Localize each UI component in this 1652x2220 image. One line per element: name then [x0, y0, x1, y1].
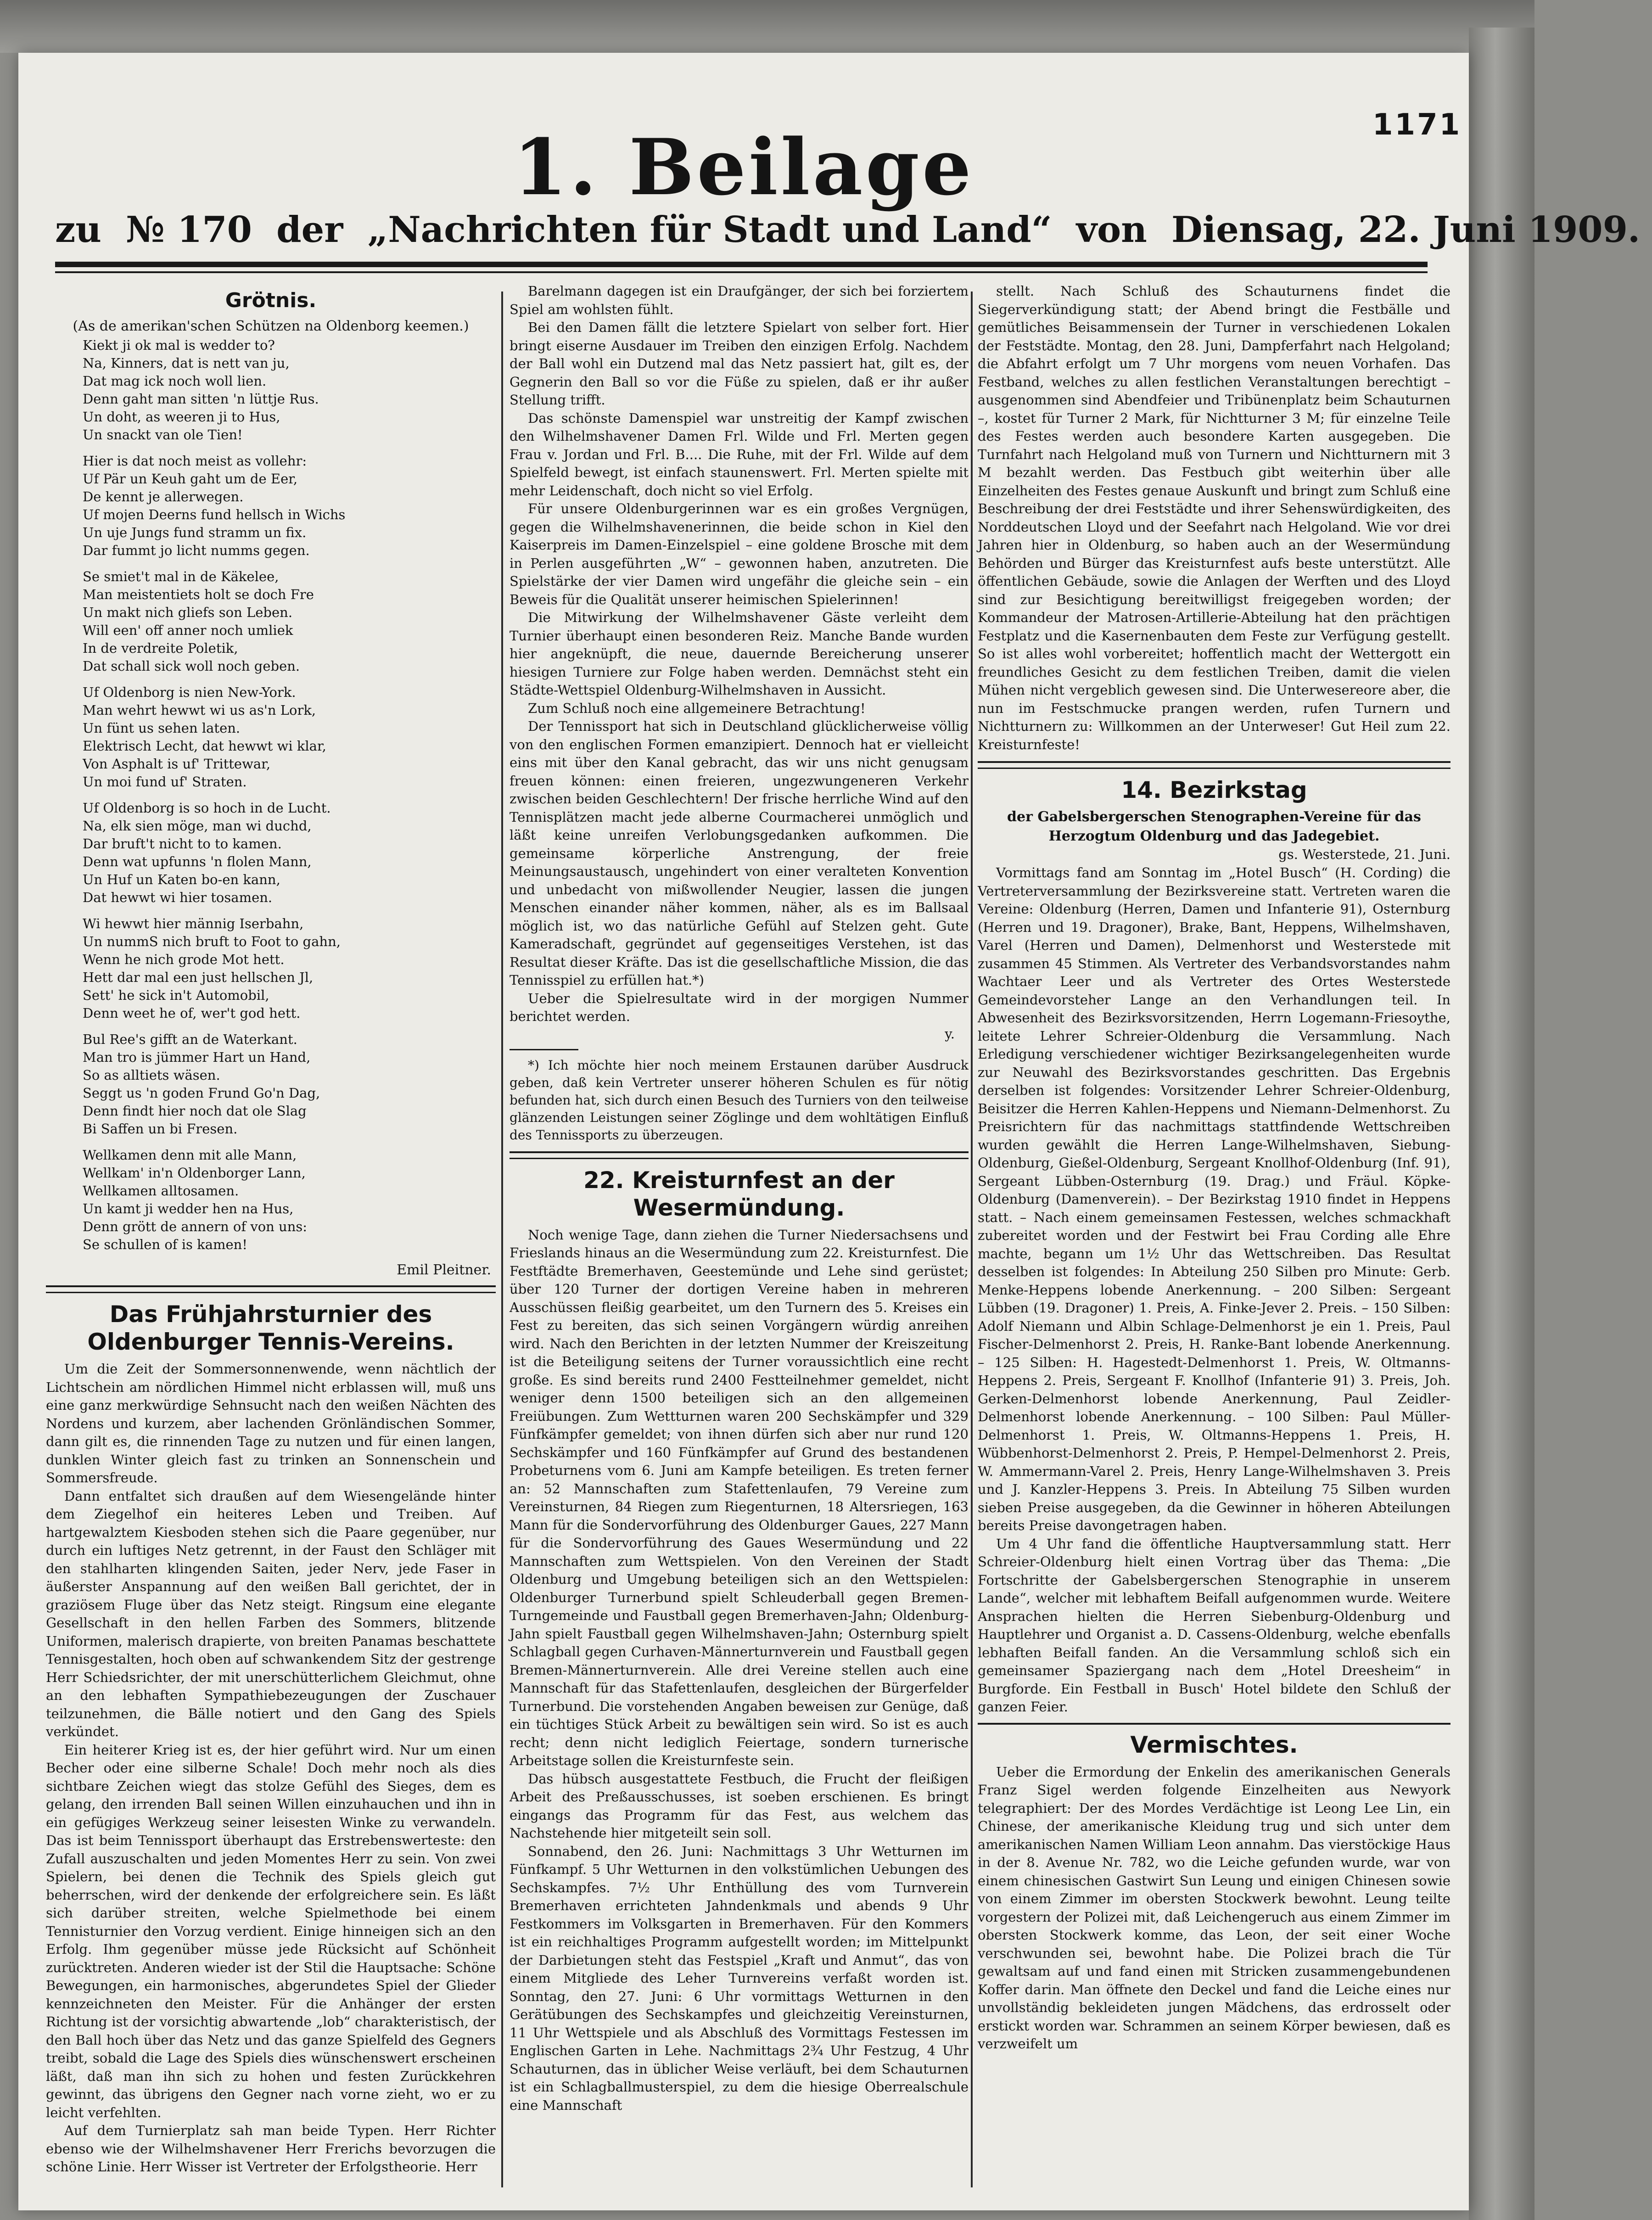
poem-line: Un doht, as weeren ji to Hus, — [83, 409, 280, 425]
poem-line: Se schullen of is kamen! — [83, 1237, 247, 1253]
article-paragraph: Die Mitwirkung der Wilhelmshavener Gäste verleiht dem Turnier überhaupt einen besonderen Reiz. Manche Bande wurden hier angeknüpft, die neue, dauernde Bereicherung unserer hiesigen Turniere zur Folge haben werden. Demnächst steht ein Städte-Wettspiel Oldenburg-Wilhelmshaven in Aussicht. — [510, 610, 969, 698]
poem-line: Uf Pär un Keuh gaht um de Eer, — [83, 471, 298, 487]
scan-right-edge — [1469, 28, 1534, 2220]
bezirkstag-subtitle: Herzogtum Oldenburg und das Jadegebiet. — [1048, 828, 1380, 844]
column-divider — [971, 292, 973, 2187]
poem-line: Wi hewwt hier männig Iserbahn, — [83, 916, 304, 932]
article-paragraph: Noch wenige Tage, dann ziehen die Turner Niedersachsens und Frieslands hinaus an die Wesermündung zum 22. Kreisturnfest. Die Festftädte Bremerhaven, Geestemünde und Lehe sind gerüstet; über 120 Turner der dortigen Vereine haben in mehreren Ausschüssen fleißig gearbeitet, um den Turnern des 5. Kreises ein Fest zu bereiten, das sich seinen Vorgängern würdig anreihen wird. Nach den Berichten in der letzten Nummer der Kreiszeitung ist die Beteiligung seitens der Turner voraussichtlich eine recht große. Es sind bereits rund 2400 Festteilnehmer gemeldet, nicht weniger denn 1500 beteiligen sich an den allgemeinen Freiübungen. Zum Wettturnen waren 200 Sechskämpfer und 329 Fünfkämpfer gemeldet; von ihnen dürfen sich aber nur rund 120 Sechskämpfer und 160 Fünfkämpfer auf Grund des bestandenen Probeturnens vom 6. Juni am Kampfe beteiligen. Es treten ferner an: 52 Mannschaften zum Stafettenlaufen, 79 Vereine zum Vereinsturnen, 84 Riegen zum Riegenturnen, 18 Altersriegen, 163 Mann für die Sondervorführung des Oldenburger Gaues, 227 Mann für die Sondervorführung des Gaues Wesermündung und 22 Mannschaften zum Wettspielen. Von den Vereinen der Stadt Oldenburg und Umgebung beteiligen sich an den Wettspielen: Oldenburger Turnerbund spielt Schleuderball gegen Bremen-Turngemeinde und Faustball gegen Bremerhaven-Jahn; Oldenburg-Jahn spielt Faustball gegen Wilhelmshaven-Jahn; Osternburg spielt Schlagball gegen Curhaven-Männerturnverein und Faustball gegen Bremen-Männerturnverein. Alle drei Vereine stellen auch eine Mannschaft für das Stafettenlaufen, desgleichen der Bürgerfelder Turnerbund. Die vorstehenden Angaben beweisen zur Genüge, daß ein tüchtiges Stück Arbeit zu bewältigen sein wird. So ist es auch recht; denn nicht lediglich Feiertage, sondern turnerische Arbeitstage sollen die Kreisturnfeste sein. — [510, 1227, 969, 1768]
kreisturnfest-body — [510, 1226, 969, 2115]
footnote-rule — [510, 1049, 578, 1050]
kreisturnfest-continuation — [978, 282, 1450, 754]
article-paragraph: Das schönste Damenspiel war unstreitig der Kampf zwischen den Wilhelmshavener Damen Frl. Wilde und Frl. Merten gegen Frau v. Jordan und Frl. B.... Die Ruhe, mit der Frl. Wilde auf dem Spielfeld bewegt, ist einfach staunenswert. Frl. Merten spielte mit mehr Leidenschaft, doch nicht so viel Erfolg. — [510, 410, 969, 499]
tennis-footnote: *) Ich möchte hier noch meinem Erstaunen darüber Ausdruck geben, daß kein Vertreter unserer höheren Schulen es für nötig befunden hat, sich durch einen Besuch des Turniers von den teilweise glänzenden Leistungen seiner Zöglinge und dem wohltätigen Einfluß des Tennissports zu überzeugen. — [510, 1057, 969, 1143]
groetnis-author: Emil Pleitner. — [397, 1262, 491, 1278]
column-divider — [501, 292, 503, 2187]
article-paragraph: Dann entfaltet sich draußen auf dem Wiesengelände hinter dem Ziegelhof ein heiteres Leben und Treiben. Auf hartgewalztem Kiesboden stehen sich die Paare gegenüber, nur durch ein luftiges Netz getrennt, in der Faust den Schläger mit den stahlharten klingenden Saiten, jeder Nerv, jede Faser in äußerster Anspannung auf den weißen Ball gerichtet, der in graziösem Fluge über das Netz steigt. Ringsum eine elegante Gesellschaft in den hellen Farben des Sommers, blitzende Uniformen, malerisch drapierte, von breiten Panamas beschattete Tennisgestalten, hoch oben auf schwankendem Sitz der gestrenge Herr Schiedsrichter, der mit unerschütterlichem Gleichmut, ohne an den lebhaften Sympathiebezeugungen der Zuschauer teilzunehmen, die Bälle notiert und den Gang des Spiels verkündet. — [46, 1488, 496, 1740]
bezirkstag-subtitle: der Gabelsbergerschen Stenographen-Vereine für das — [1007, 809, 1421, 825]
poem-line: Un uje Jungs fund stramm un fix. — [83, 525, 307, 541]
column-2 — [510, 282, 969, 2201]
poem-line: Bul Ree's gifft an de Waterkant. — [83, 1032, 297, 1048]
poem-stanza — [83, 1031, 496, 1138]
poem-stanza — [83, 684, 496, 791]
groetnis-title: Grötnis. — [225, 289, 317, 312]
poem-line: Hier is dat noch meist as vollehr: — [83, 453, 307, 469]
poem-line: Wenn he nich grode Mot hett. — [83, 952, 285, 968]
section-rule — [46, 1285, 496, 1293]
poem-line: De kennt je allerwegen. — [83, 489, 244, 505]
section-rule — [510, 1151, 969, 1159]
tennis-title: Das Frühjahrsturnier des Oldenburger Tennis-Vereins. — [87, 1301, 454, 1356]
masthead-rule — [55, 262, 1428, 267]
poem-line: Sett' he sick in't Automobil, — [83, 987, 269, 1003]
poem-stanza — [83, 568, 496, 675]
scan-top-edge — [0, 0, 1534, 53]
article-paragraph: Vormittags fand am Sonntag im „Hotel Busch“ (H. Cording) die Vertreterversammlung der Bezirksvereine statt. Vertreten waren die Vereine: Oldenburg (Herren, Damen und Infanterie 91), Osternburg (Herren und 19. Dragoner), Brake, Bant, Heppens, Wilhelmshaven, Varel (Herren und Damen), Delmenhorst und Westerstede mit zusammen 45 Stimmen. Als Vertreter des Verbandsvorstandes nahm Wachtaer Leer und als Vertreter des Ortes Westerstede Gemeindevorsteher Lange an den Verhandlungen teil. In Abwesenheit des Bezirksvorsitzenden, Herrn Logemann-Friesoythe, leitete Lehrer Schreier-Oldenburg die Versammlung. Nach Erledigung verschiedener wichtiger Bezirksangelegenheiten wurde zur Neuwahl des Bezirksvorstandes geschritten. Das Ergebnis derselben ist folgendes: Vorsitzender Lehrer Schreier-Oldenburg, Beisitzer die Herren Kahlen-Heppens und Niemann-Delmenhorst. Zu Preisrichtern für das nachmittags stattfindende Wettschreiben wurden gewählt die Herren Lange-Wilhelmshaven, Siebung-Oldenburg, Gießel-Oldenburg, Sergeant Knollhof-Oldenburg (Inf. 91), Sergeant Lübben-Osternburg (19. Drag.) und Fräul. Köpke-Oldenburg (Damenverein). – Der Bezirkstag 1910 findet in Heppens statt. – Nach einem gemeinsamen Festessen, welches schmackhaft zubereitet worden und der Festwirt bei Frau Cording alle Ehre machte, begann um 1½ Uhr das Wettschreiben. Das Resultat desselben ist folgendes: In Abteilung 250 Silben pro Minute: Gerb. Menke-Heppens lobende Anerkennung. – 200 Silben: Sergeant Lübben (19. Dragoner) 1. Preis, A. Finke-Jever 2. Preis. – 150 Silben: Adolf Niemann und Albin Schlage-Delmenhorst je ein 1. Preis, Paul Fischer-Delmenhorst 2. Preis, H. Ranke-Bant lobende Anerkennung. – 125 Silben: H. Hagestedt-Delmenhorst 1. Preis, W. Oltmanns-Heppens 2. Preis, Sergeant F. Knollhof (Infanterie 91) 3. Preis, Joh. Gerken-Delmenhorst lobende Anerkennung, Paul Zeidler-Delmenhorst lobende Anerkennung. – 100 Silben: Paul Müller-Delmenhorst 1. Preis, W. Oltmanns-Heppens 1. Preis, H. Wübbenhorst-Delmenhorst 2. Preis, P. Hempel-Delmenhorst 2. Preis, W. Ammermann-Varel 2. Preis, Henry Lange-Wilhelmshaven 3. Preis und J. Kanzler-Heppens 3. Preis. In Abteilung 75 Silben wurden sieben Preise ausgegeben, da die Gewinner in höheren Abteilungen bereits Preise davongetragen haben. — [978, 865, 1450, 1533]
column-3 — [978, 282, 1450, 2201]
poem-line: Un snackt van ole Tien! — [83, 427, 243, 443]
subline-part: „Nachrichten für Stadt und Land“ — [367, 209, 1052, 251]
bezirkstag-dateline: gs. Westerstede, 21. Juni. — [1278, 847, 1450, 862]
article-paragraph: Der Tennissport hat sich in Deutschland glücklicherweise völlig von den englischen Formen emanzipiert. Dennoch hat er vielleicht eins mit über den Kanal gebracht, das wir uns nicht genugsam freuen können: einen freieren, ungezwungeneren Verkehr zwischen beiden Geschlechtern! Der frische herrliche Wind auf den Tennisplätzen macht jede alberne Courmacherei unmöglich und läßt keine unreifen Verlobungsgedanken aufkommen. Die gemeinsame körperliche Anstrengung, der freie Meinungsaustausch, ungehindert von einer veralteten Konvention und unbedacht von mißwollender Neugier, lassen die jungen Menschen einander näher kommen, näher, als es im Ballsaal möglich ist, wo das natürliche Gefühl auf Stelzen geht. Gute Kameradschaft, gegründet auf gegenseitiges Verstehen, ist das Resultat dieser Kräfte. Das ist die gesellschaftliche Mission, die das Tennisspiel zu erfüllen hat.*) — [510, 718, 969, 988]
column-1 — [46, 282, 496, 2201]
poem-stanza — [83, 1146, 496, 1254]
article-paragraph: Auf dem Turnierplatz sah man beide Typen. Herr Richter ebenso wie der Wilhelmshavener Herr Frerichs bevorzugen die schöne Linie. Herr Wisser ist Vertreter der Erfolgstheorie. Herr — [46, 2123, 496, 2175]
poem-line: Will een' off anner noch umliek — [83, 622, 293, 639]
poem-line: Denn wat upfunns 'n flolen Mann, — [83, 854, 312, 870]
poem-line: Wellkamen alltosamen. — [83, 1183, 239, 1199]
tennis-body — [46, 1360, 496, 2176]
bezirkstag-title: 14. Bezirkstag — [1121, 777, 1307, 803]
poem-line: Hett dar mal een just hellschen Jl, — [83, 970, 314, 986]
poem-stanza — [83, 452, 496, 560]
article-paragraph: Um die Zeit der Sommersonnenwende, wenn nächtlich der Lichtschein am nördlichen Himmel nicht erblassen will, muß uns eine ganz merkwürdige Sehnsucht nach den weißen Nächten des Nordens und kurzem, aber lachenden Grönländischen Sommer, dann gilt es, die rinnenden Tage zu nutzen und für einen langen, dunklen Winter gleich fast zu trinken an Sonnenschein und Sommersfreude. — [46, 1361, 496, 1486]
poem-line: Un fünt us sehen laten. — [83, 720, 241, 736]
poem-stanza — [83, 915, 496, 1022]
poem-line: Se smiet't mal in de Käkelee, — [83, 569, 279, 585]
newspaper-page — [18, 53, 1641, 2210]
poem-line: Denn grött de annern of von uns: — [83, 1219, 308, 1235]
article-paragraph: Bei den Damen fällt die letztere Spielart von selber fort. Hier bringt eiserne Ausdauer im Treiben den einzigen Erfolg. Nachdem der Ball wohl ein Dutzend mal das Netz passiert hat, gilt es, der Gegnerin den Ball so vor die Füße zu spielen, daß er ihr außer Stellung trifft. — [510, 320, 969, 408]
poem-line: Man meistentiets holt se doch Fre — [83, 587, 314, 603]
subline-part: zu — [55, 209, 102, 251]
poem-line: Man tro is jümmer Hart un Hand, — [83, 1049, 311, 1065]
poem-line: In de verdreite Poletik, — [83, 640, 238, 656]
masthead-subline — [55, 209, 1641, 251]
subline-part: Diensag, 22. Juni 1909. — [1171, 209, 1641, 251]
poem-line: Dar bruft't nicht to to kamen. — [83, 836, 282, 852]
masthead-rule-thin — [55, 271, 1428, 273]
tennis-continuation — [510, 282, 969, 1026]
masthead-title: 1. Beilage — [513, 122, 974, 213]
poem-line: Un kamt ji wedder hen na Hus, — [83, 1201, 294, 1217]
article-paragraph: Ueber die Ermordung der Enkelin des amerikanischen Generals Franz Sigel werden folgende Einzelheiten aus Newyork telegraphiert: Der des Mordes Verdächtige ist Leong Lee Lin, ein Chinese, der amerikanische Kleidung trug und sich unter dem amerikanischen Namen William Leon annahm. Das vierstöckige Haus in der 8. Avenue Nr. 782, wo die Leiche gefunden wurde, war von einem chinesischen Gastwirt Sun Leung und einigen Chinesen sowie von einem Zimmer im obersten Stockwerk bewohnt. Leung teilte vorgestern der Polizei mit, daß Leichengeruch aus einem Zimmer im obersten Stockwerk komme, das Leon, der seit einer Woche verschwunden sei, bewohnt habe. Die Polizei brach die Tür gewaltsam auf und fand einen mit Stricken zusammengebundenen Koffer darin. Man öffnete den Deckel und fand die Leiche eines nur unvollständig bekleideten jungen Mädchens, das erdrosselt oder erstickt worden war. Schrammen an seinem Körper bewiesen, daß es verzweifelt um — [978, 1764, 1450, 2052]
poem-line: Uf mojen Deerns fund hellsch in Wichs — [83, 507, 346, 523]
poem-line: Kiekt ji ok mal is wedder to? — [83, 337, 275, 353]
poem-line: Dat schall sick woll noch geben. — [83, 658, 300, 674]
article-paragraph: stellt. Nach Schluß des Schauturnens findet die Siegerverkündigung statt; der Abend bringt die Festbälle und gemütliches Beisammensein der Turner in verschiedenen Lokalen der Feststädte. Montag, den 28. Juni, Dampferfahrt nach Helgoland; die Abfahrt erfolgt um 7 Uhr morgens vom neuen Vorhafen. Das Festband, welches zu allen festlichen Veranstaltungen berechtigt – ausgenommen sind Abendfeier und Tribünenplatz beim Schauturnen –, kostet für Turner 2 Mark, für Nichtturner 3 M; für einzelne Teile des Festes werden auch besondere Karten ausgegeben. Die Turnfahrt nach Helgoland muß von Turnern und Nichtturnern mit 3 M bezahlt werden. Das Festbuch gibt weiterhin über alle Einzelheiten des Festes genaue Auskunft und bringt zum Schluß eine Beschreibung der drei Feststädte und ihrer Sehenswürdigkeiten, des Norddeutschen Lloyd und der Seefahrt nach Helgoland. Wie vor drei Jahren hier in Oldenburg, so haben auch an der Wesermündung Behörden und Bürger das Kreisturnfest aufs beste unterstützt. Alle öffentlichen Gebäude, sowie die Anlagen der Werften und des Lloyd sind zur Besichtigung bereitwilligst freigegeben worden; der Kommandeur der Matrosen-Artillerie-Abteilung hat den prächtigen Festplatz und die Kasernenbauten dem Feste zur Verfügung gestellt. So ist alles wohl vorbereitet; hoffentlich macht der Wettergott ein freundliches Gesicht zu dem festlichen Treiben, damit die vielen Mühen nicht vergeblich gewesen sind. Die Unterwesereore aber, die nun im Festschmucke prangen werden, rufen Turnern und Nichtturnern zu: Willkommen an der Unterweser! Gut Heil zum 22. Kreisturnfeste! — [978, 283, 1450, 752]
poem-line: Wellkam' in'n Oldenborger Lann, — [83, 1165, 306, 1181]
article-paragraph: Barelmann dagegen ist ein Draufgänger, der sich bei forziertem Spiel am wohlsten fühlt. — [510, 283, 969, 317]
poem-stanza — [83, 336, 496, 444]
poem-line: Un makt nich gliefs son Leben. — [83, 605, 293, 621]
article-paragraph: Ueber die Spielresultate wird in der morgigen Nummer berichtet werden. — [510, 990, 969, 1024]
groetnis-poem — [83, 336, 496, 1254]
poem-line: Seggt us 'n goden Frund Go'n Dag, — [83, 1085, 320, 1101]
subline-part: von — [1076, 209, 1147, 251]
page-number: 1171 — [1372, 108, 1462, 142]
tennis-signature: y. — [945, 1026, 955, 1042]
poem-line: So as alltiets wäsen. — [83, 1067, 220, 1083]
kreisturnfest-title: 22. Kreisturnfest an der Wesermündung. — [583, 1166, 895, 1221]
poem-line: Von Asphalt is uf' Trittewar, — [83, 756, 271, 772]
poem-line: Na, elk sien möge, man wi duchd, — [83, 818, 312, 834]
poem-line: Un moi fund uf' Straten. — [83, 774, 247, 790]
poem-line: Uf Oldenborg is so hoch in de Lucht. — [83, 800, 331, 816]
poem-line: Un nummS nich bruft to Foot to gahn, — [83, 934, 341, 950]
poem-line: Man wehrt hewwt wi us as'n Lork, — [83, 702, 316, 718]
subline-part: № 170 — [126, 209, 252, 251]
poem-line: Denn findt hier noch dat ole Slag — [83, 1103, 307, 1119]
poem-line: Denn gaht man sitten 'n lüttje Rus. — [83, 391, 319, 407]
poem-line: Dat hewwt wi hier tosamen. — [83, 890, 273, 906]
poem-line: Un Huf un Katen bo-en kann, — [83, 872, 280, 888]
poem-line: Wellkamen denn mit alle Mann, — [83, 1147, 297, 1163]
poem-line: Dat mag ick noch woll lien. — [83, 373, 267, 389]
groetnis-subtitle: (As de amerikan'schen Schützen na Oldenborg keemen.) — [73, 318, 469, 334]
bezirkstag-body — [978, 864, 1450, 1716]
poem-line: Elektrisch Lecht, dat hewwt wi klar, — [83, 738, 326, 754]
poem-line: Na, Kinners, dat is nett van ju, — [83, 355, 290, 371]
poem-line: Dar fummt jo licht numms gegen. — [83, 543, 310, 559]
poem-line: Uf Oldenborg is nien New-York. — [83, 684, 296, 701]
article-paragraph: Sonnabend, den 26. Juni: Nachmittags 3 Uhr Wetturnen im Fünfkampf. 5 Uhr Wetturnen in den volkstümlichen Uebungen des Sechskampfes. 7½ Uhr Enthüllung des vom Turnverein Bremerhaven errichteten Jahndenkmals und abends 9 Uhr Festkommers im Volksgarten in Bremerhaven. Für den Kommers ist ein reichhaltiges Programm aufgestellt worden; im Mittelpunkt der Darbietungen steht das Festspiel „Kraft und Anmut“, das von einem Mitgliede des Leher Turnvereins verfaßt worden ist. Sonntag, den 27. Juni: 6 Uhr vormittags Wetturnen in den Gerätübungen des Sechskampfes und gleichzeitig Vereinsturnen, 11 Uhr Wettspiele und als Abschluß des Vormittags Festessen im Englischen Garten in Lehe. Nachmittags 2¾ Uhr Festzug, 4 Uhr Schauturnen, das in üblicher Weise verläuft, bei dem Schauturnen ist ein Schlagballmusterspiel, zu dem die hiesige Oberrealschule eine Mannschaft — [510, 1843, 969, 2113]
article-paragraph: Für unsere Oldenburgerinnen war es ein großes Vergnügen, gegen die Wilhelmshavenerinnen, die beide schon in Kiel den Kaiserpreis im Damen-Einzelspiel – eine goldene Brosche mit dem in Perlen ausgeführten „W“ – gewonnen haben, anzutreten. Die Spielstärke der vier Damen wird ungefähr die gleiche sein – ein Beweis für die Qualität unserer heimischen Spielerinnen! — [510, 501, 969, 607]
vermischtes-title: Vermischtes. — [1130, 1731, 1298, 1758]
vermischtes-body — [978, 1763, 1450, 2053]
subline-part: der — [276, 209, 343, 251]
masthead — [18, 122, 1469, 213]
poem-stanza — [83, 799, 496, 907]
poem-line: Bi Saffen un bi Fresen. — [83, 1121, 238, 1137]
section-rule — [978, 1723, 1450, 1725]
article-paragraph: Um 4 Uhr fand die öffentliche Hauptversammlung statt. Herr Schreier-Oldenburg hielt einen Vortrag über das Thema: „Die Fortschritte der Gabelsbergerschen Stenographie in unserem Lande“, welcher mit lebhaftem Beifall aufgenommen wurde. Weitere Ansprachen hielten die Herren Siebenburg-Oldenburg und Hauptlehrer und Organist a. D. Cassens-Oldenburg, welche ebenfalls lebhaften Beifall fanden. An die Versammlung schloß sich ein gemeinsamer Spaziergang nach dem „Hotel Dreesheim“ in Burgforde. Ein Festball in Busch' Hotel bildete den Schluß der ganzen Feier. — [978, 1536, 1450, 1715]
article-paragraph: Zum Schluß noch eine allgemeinere Betrachtung! — [528, 700, 866, 716]
article-paragraph: Das hübsch ausgestattete Festbuch, die Frucht der fleißigen Arbeit des Preßausschusses, ist soeben erschienen. Es bringt eingangs das Programm für das Fest, aus welchem das Nachstehende hier mitgeteilt sein soll. — [510, 1771, 969, 1841]
article-paragraph: Ein heiterer Krieg ist es, der hier geführt wird. Nur um einen Becher oder eine silberne Schale! Doch mehr noch als dies sichtbare Zeichen wiegt das stolze Gefühl des Sieges, dem es gelang, den irrenden Ball seinen Willen einzuhauchen und ihn in ein gefügiges Werkzeug seiner leisesten Winke zu verwandeln. Das ist beim Tennissport überhaupt das Erstrebenswerteste: den Zufall auszuschalten und jeden Momentes Herr zu sein. Von zwei Spielern, bei denen die Technik des Spiels gleich gut beherrschen, wird der denkende der erfolgreichere sein. Es läßt sich darüber streiten, welche Spielmethode bei einem Tennisturnier den Vorzug verdient. Einige hinneigen sich an den Erfolg. Ihm gegenüber müsse jede Rücksicht auf Schönheit zurücktreten. Anderen wieder ist der Stil die Hauptsache: Schöne Bewegungen, ein harmonisches, abgerundetes Spiel der Glieder kennzeichneten den Meister. Für die Anhänger der ersten Richtung ist der vorsichtig abwartende „lob“ charakteristisch, der den Ball hoch über das Netz und das ganze Spielfeld des Gegners treibt, sobald die Lage des Spiels dies wünschenswert erscheinen läßt, daß man ihn sich zu hohen und festen Zurückkehren gewinnt, das übrigens den Gegner nach vorne zieht, wo er zu leicht verfehlten. — [46, 1742, 496, 2120]
section-rule — [978, 761, 1450, 769]
poem-line: Denn weet he of, wer't god hett. — [83, 1005, 301, 1021]
